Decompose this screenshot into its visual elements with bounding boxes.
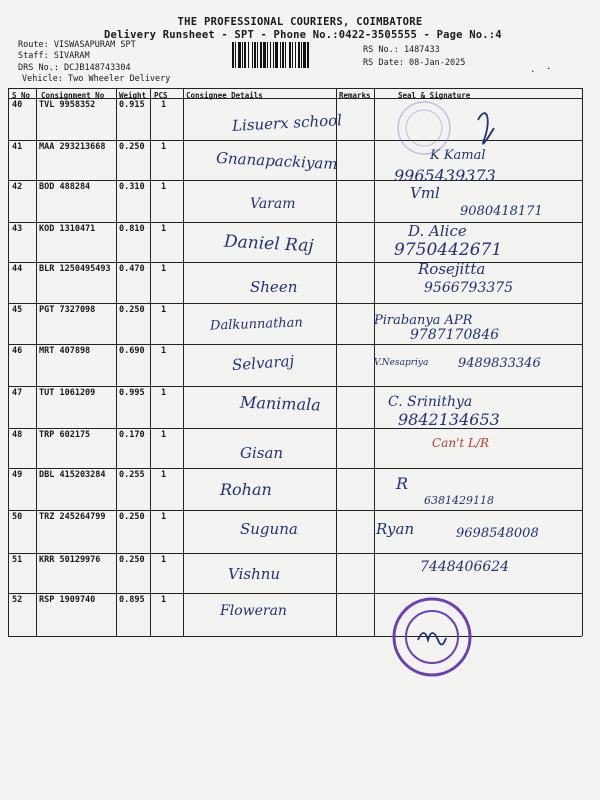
row-consignment: PGT 7327098 [39, 305, 96, 315]
row-pcs: 1 [161, 182, 167, 192]
row-phone-handwritten: 9698548008 [456, 526, 539, 541]
row-sno: 50 [12, 512, 23, 522]
barcode-bar [282, 42, 284, 68]
barcode-bar [244, 42, 246, 68]
row-consignee-handwritten: Daniel Raj [223, 231, 315, 257]
barcode-bar [263, 42, 266, 68]
row-seal-signature: D. Alice [408, 222, 467, 240]
row-consignment: TUT 1061209 [39, 388, 96, 398]
column-divider [183, 88, 184, 636]
row-divider [8, 386, 582, 387]
row-consignee-handwritten: Varam [250, 196, 296, 212]
staff: Staff: SIVARAM [18, 51, 90, 61]
barcode-bar [257, 42, 258, 68]
row-consignee-handwritten: Selvaraj [231, 351, 295, 375]
row-consignment: DBL 415203284 [39, 470, 106, 480]
row-pcs: 1 [161, 224, 167, 234]
row-phone-handwritten: 9842134653 [398, 410, 500, 429]
row-sno: 41 [12, 142, 23, 152]
barcode-bar [289, 42, 291, 68]
row-pcs: 1 [161, 595, 167, 605]
row-consignee-handwritten: Lisuerx school [231, 111, 343, 135]
row-sno: 43 [12, 224, 23, 234]
row-pcs: 1 [161, 305, 167, 315]
col-sno: S No [12, 91, 31, 100]
row-phone-handwritten: 9566793375 [424, 280, 514, 296]
row-seal-signature: Rosejitta [418, 260, 486, 278]
barcode-bar [280, 42, 281, 68]
row-sno: 49 [12, 470, 23, 480]
row-consignment: RSP 1909740 [39, 595, 96, 605]
row-consignment: TRZ 245264799 [39, 512, 106, 522]
mark: . [530, 65, 536, 75]
row-sno: 47 [12, 388, 23, 398]
col-remarks: Remarks [339, 91, 371, 100]
row-seal-signature: Vml [410, 184, 440, 202]
barcode-bar [238, 42, 241, 68]
barcode-bar [303, 42, 306, 68]
row-pcs: 1 [161, 264, 167, 274]
col-seal: Seal & Signature [398, 91, 471, 100]
row-consignment: KRR 50129976 [39, 555, 101, 565]
row-phone-handwritten: 7448406624 [420, 559, 510, 575]
row-consignee-handwritten: Vishnu [228, 565, 281, 583]
row-consignee-handwritten: Manimala [239, 392, 322, 415]
barcode-bar [248, 42, 249, 68]
row-weight: 0.250 [119, 142, 145, 152]
barcode-bar [252, 42, 253, 68]
barcode-bar [307, 42, 309, 68]
row-sno: 42 [12, 182, 23, 192]
company-title: THE PROFESSIONAL COURIERS, COIMBATORE [177, 16, 423, 28]
row-sno: 52 [12, 595, 23, 605]
barcode [232, 42, 356, 68]
row-divider [8, 262, 582, 263]
column-divider [8, 88, 9, 636]
row-consignment: BOD 488284 [39, 182, 91, 192]
rs-date: RS Date: 08-Jan-2025 [363, 58, 466, 68]
row-divider [8, 222, 582, 223]
row-weight: 0.895 [119, 595, 145, 605]
barcode-bar [273, 42, 274, 68]
row-weight: 0.915 [119, 100, 145, 110]
barcode-bar [235, 42, 236, 68]
row-consignment: TVL 9958352 [39, 100, 96, 110]
row-consignment: TRP 602175 [39, 430, 91, 440]
row-divider [8, 140, 582, 141]
row-sno: 46 [12, 346, 23, 356]
row-seal-signature: Can't L/R [432, 436, 490, 450]
column-divider [150, 88, 151, 636]
barcode-bar [292, 42, 293, 68]
rs-number: RS No.: 1487433 [363, 45, 440, 55]
route: Route: VISWASAPURAM SPT [18, 40, 136, 50]
column-divider [582, 88, 583, 636]
barcode-bar [254, 42, 256, 68]
row-phone-handwritten: 9750442671 [394, 240, 503, 260]
row-consignee-handwritten: Rohan [220, 480, 272, 499]
mark: . [546, 62, 552, 72]
row-phone-handwritten: 9080418171 [460, 204, 543, 219]
barcode-bar [270, 42, 271, 68]
row-seal-signature: V.Nesapriya [374, 358, 429, 368]
row-sno: 48 [12, 430, 23, 440]
row-consignee-handwritten: Floweran [220, 603, 287, 619]
row-weight: 0.255 [119, 470, 145, 480]
column-divider [116, 88, 117, 636]
row-pcs: 1 [161, 388, 167, 398]
barcode-bar [242, 42, 243, 68]
row-sno: 51 [12, 555, 23, 565]
barcode-bar [295, 42, 296, 68]
runsheet-title: Delivery Runsheet - SPT - Phone No.:0422-3505555 - Page No.:4 [104, 29, 502, 41]
row-divider [8, 468, 582, 469]
row-sno: 45 [12, 305, 23, 315]
row-divider [8, 303, 582, 304]
row-consignee-handwritten: Gisan [240, 444, 284, 462]
row-sno: 40 [12, 100, 23, 110]
row-phone-handwritten: 9965439373 [394, 166, 496, 185]
row-pcs: 1 [161, 555, 167, 565]
stamp-seal-faint [398, 102, 450, 154]
row-divider [8, 553, 582, 554]
row-weight: 0.250 [119, 555, 145, 565]
barcode-bar [232, 42, 234, 68]
row-consignment: MAA 293213668 [39, 142, 106, 152]
col-consignment: Consignment No [41, 91, 105, 100]
col-pcs: PCS [154, 91, 168, 100]
row-consignee-handwritten: Suguna [240, 520, 298, 538]
row-pcs: 1 [161, 346, 167, 356]
row-divider [8, 510, 582, 511]
barcode-bar [298, 42, 300, 68]
row-seal-signature: C. Srinithya [388, 394, 473, 410]
row-divider [8, 180, 582, 181]
row-consignment: BLR 1250495493 [39, 264, 111, 274]
barcode-bar [301, 42, 302, 68]
row-consignee-handwritten: Sheen [250, 278, 298, 296]
row-weight: 0.250 [119, 305, 145, 315]
row-consignment: KOD 1310471 [39, 224, 96, 234]
vehicle: Vehicle: Two Wheeler Delivery [22, 74, 171, 84]
row-weight: 0.170 [119, 430, 145, 440]
row-pcs: 1 [161, 100, 167, 110]
row-divider [8, 636, 582, 637]
row-consignee-handwritten: Gnanapackiyam [215, 148, 339, 174]
row-pcs: 1 [161, 512, 167, 522]
col-weight: Weight [119, 91, 147, 100]
row-weight: 0.310 [119, 182, 145, 192]
row-seal-signature: Pirabanya APR [374, 313, 473, 328]
column-divider [36, 88, 37, 636]
row-seal-signature: Ryan [376, 520, 415, 538]
row-pcs: 1 [161, 470, 167, 480]
row-sno: 44 [12, 264, 23, 274]
row-weight: 0.995 [119, 388, 145, 398]
row-phone-handwritten: 9787170846 [410, 327, 500, 343]
barcode-bar [267, 42, 268, 68]
row-divider [8, 593, 582, 594]
row-seal-signature: K Kamal [430, 148, 486, 163]
row-weight: 0.250 [119, 512, 145, 522]
col-consignee: Consignee Details [186, 91, 263, 100]
stamp-seal-bottom [394, 599, 470, 675]
row-pcs: 1 [161, 430, 167, 440]
row-divider [8, 344, 582, 345]
row-weight: 0.690 [119, 346, 145, 356]
row-consignee-handwritten: Dalkunnathan [209, 315, 304, 334]
row-weight: 0.810 [119, 224, 145, 234]
barcode-bar [260, 42, 262, 68]
row-pcs: 1 [161, 142, 167, 152]
row-divider [8, 88, 582, 89]
row-seal-signature: R [396, 474, 409, 493]
row-phone-handwritten: 9489833346 [458, 356, 541, 371]
row-consignment: MRT 407898 [39, 346, 91, 356]
barcode-bar [275, 42, 278, 68]
row-phone-handwritten: 6381429118 [424, 494, 494, 507]
barcode-bar [285, 42, 286, 68]
drs-number: DRS No.: DCJB148743304 [18, 63, 131, 73]
row-weight: 0.470 [119, 264, 145, 274]
